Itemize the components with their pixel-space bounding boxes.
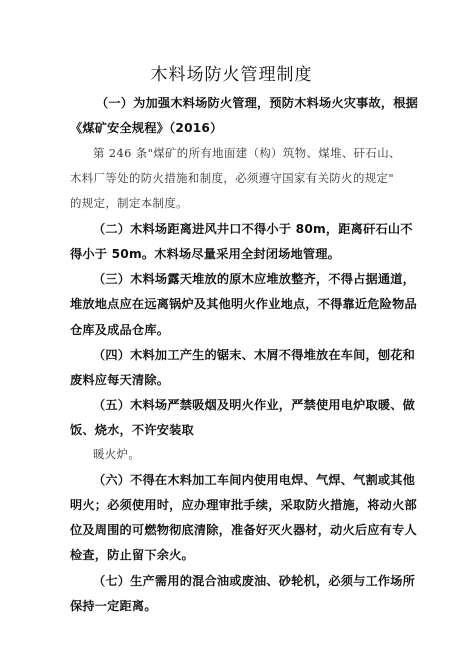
paragraph-1-line-5: 的规定，制定本制度。 <box>70 196 188 210</box>
paragraph-5-line-3: 暖火炉。 <box>93 447 141 461</box>
paragraph-3-line-3: 仓库及成品仓库。 <box>70 323 170 337</box>
paragraph-4-line-2: 废料应每天清除。 <box>70 373 170 387</box>
paragraph-3-line-2: 堆放地点应在远离锅炉及其他明火作业地点，不得靠近危险物品 <box>70 297 417 311</box>
paragraph-4-line-1: （四）木料加工产生的锯末、木屑不得堆放在车间，刨花和 <box>93 348 416 362</box>
paragraph-1-line-4: 木料厂等处的防火措施和制度，必须遵守国家有关防火的规定" <box>70 171 394 185</box>
paragraph-2-line-2: 得小于 50m。木料场尽量采用全封闭场地管理。 <box>70 247 341 261</box>
paragraph-1-line-1: （一）为加强木料场防火管理，预防木料场火灾事故，根据 <box>96 96 419 110</box>
paragraph-3-line-1: （三）木料场露天堆放的原木应堆放整齐，不得占据通道， <box>93 272 416 286</box>
paragraph-7-line-1: （七）生产需用的混合油或废油、砂轮机，必须与工作场所 <box>93 574 416 588</box>
paragraph-1-line-2: 《煤矿安全规程》（2016） <box>70 121 223 135</box>
paragraph-5-line-1: （五）木料场严禁吸烟及明火作业，严禁使用电炉取暖、做 <box>93 398 416 412</box>
document-title: 木料场防火管理制度 <box>150 65 313 85</box>
paragraph-6-line-4: 检查，防止留下余火。 <box>70 548 194 562</box>
paragraph-7-line-2: 保持一定距离。 <box>70 599 157 613</box>
paragraph-6-line-2: 明火；必须使用时，应办理审批手续，采取防火措施，将动火部 <box>70 498 417 512</box>
paragraph-1-line-3: 第 246 条"煤矿的所有地面建（构）筑物、煤堆、矸石山、 <box>93 146 401 160</box>
paragraph-2-line-1: （二）木料场距离进风井口不得小于 80m，距离矸石山不 <box>93 222 413 236</box>
paragraph-5-line-2: 饭、烧水，不许安装取 <box>70 423 194 437</box>
paragraph-6-line-1: （六）不得在木料加工车间内使用电焊、气焊、气割或其他 <box>93 473 416 487</box>
paragraph-6-line-3: 位及周围的可燃物彻底清除，准备好灭火器材，动火后应有专人 <box>70 523 417 537</box>
